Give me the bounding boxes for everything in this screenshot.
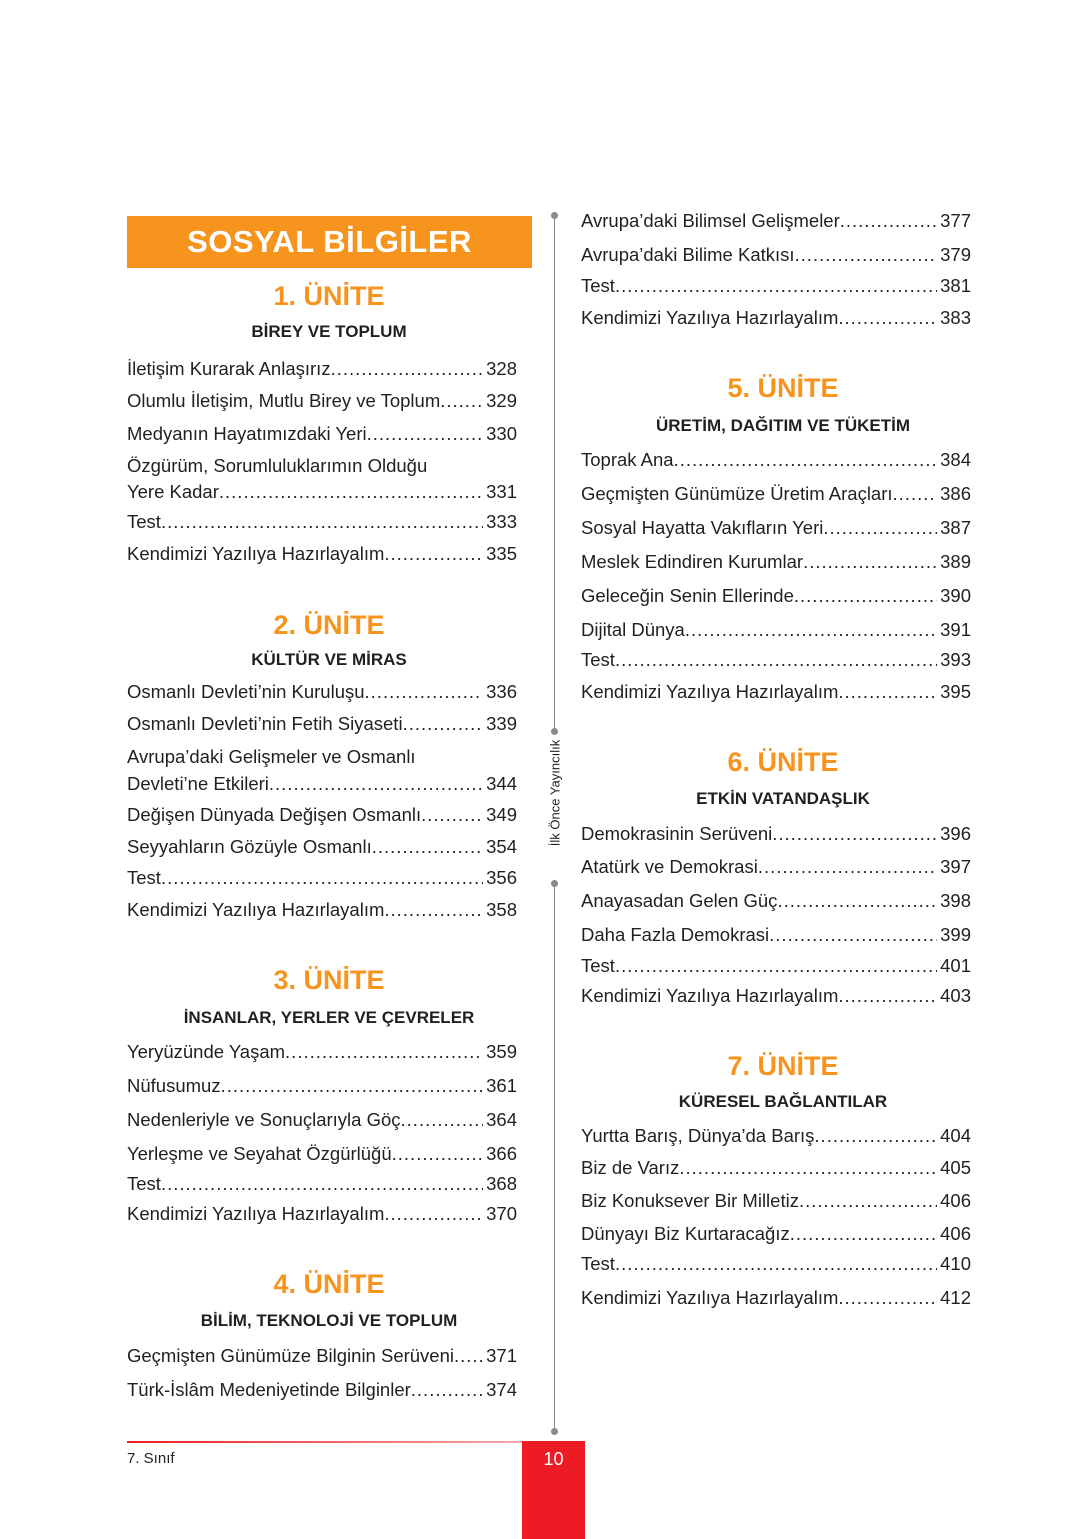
unit-subtitle: İNSANLAR, YERLER VE ÇEVRELER: [183, 1008, 475, 1027]
toc-entry: [581, 585, 971, 607]
dot-leader: [799, 1190, 937, 1212]
dot-leader: [367, 423, 484, 445]
toc-entry-title: Kendimizi Yazılıya Hazırlayalım: [581, 681, 839, 702]
toc-entry-title: Kendimizi Yazılıya Hazırlayalım: [127, 1203, 385, 1224]
dot-leader: [772, 823, 937, 845]
toc-entry: [127, 390, 517, 412]
toc-entry-page: 412: [940, 1287, 971, 1308]
divider-dot-bottom: [551, 1428, 558, 1435]
dot-leader: [161, 1173, 483, 1195]
grade-label: 7. Sınıf: [127, 1450, 175, 1467]
toc-entry-page: 399: [940, 924, 971, 945]
toc-entry-title: Seyyahların Gözüyle Osmanlı: [127, 836, 372, 857]
toc-entry: [581, 1287, 971, 1309]
toc-entry: [581, 483, 971, 505]
toc-entry: [127, 358, 517, 380]
toc-entry-title: Devleti’ne Etkileri: [127, 773, 269, 794]
toc-entry-title: Avrupa’daki Bilimsel Gelişmeler: [581, 210, 840, 231]
toc-entry-page: 354: [486, 836, 517, 857]
dot-leader: [269, 773, 483, 795]
toc-entry-page: 366: [486, 1143, 517, 1164]
toc-entry-title: Sosyal Hayatta Vakıfların Yeri: [581, 517, 824, 538]
toc-entry: [127, 1379, 517, 1401]
dot-leader: [679, 1157, 937, 1179]
toc-entry-page: 401: [940, 955, 971, 976]
toc-entry-page: 406: [940, 1223, 971, 1244]
dot-leader: [838, 681, 937, 703]
toc-entry-page: 374: [486, 1379, 517, 1400]
unit-heading: 4. ÜNİTE: [273, 1269, 385, 1299]
dot-leader: [814, 1125, 937, 1147]
toc-entry-title: Geçmişten Günümüze Bilginin Serüveni: [127, 1345, 454, 1366]
toc-entry: [581, 1253, 971, 1275]
toc-entry-page: 405: [940, 1157, 971, 1178]
dot-leader: [403, 713, 484, 735]
toc-entry-title: Yere Kadar: [127, 481, 219, 502]
dot-leader: [161, 867, 483, 889]
toc-entry-title: Test: [127, 867, 161, 888]
toc-entry-title: Kendimizi Yazılıya Hazırlayalım: [127, 899, 385, 920]
toc-entry-page: 390: [940, 585, 971, 606]
toc-entry-page: 331: [486, 481, 517, 502]
toc-entry: [127, 511, 517, 533]
toc-entry: [127, 713, 517, 735]
dot-leader: [365, 681, 484, 703]
dot-leader: [454, 1345, 483, 1367]
toc-entry-title: Daha Fazla Demokrasi: [581, 924, 770, 945]
toc-entry-page: 370: [486, 1203, 517, 1224]
toc-entry-page: 330: [486, 423, 517, 444]
toc-entry-page: 391: [940, 619, 971, 640]
unit-subtitle: ETKİN VATANDAŞLIK: [696, 789, 870, 808]
toc-entry-page: 336: [486, 681, 517, 702]
toc-entry-page: 396: [940, 823, 971, 844]
toc-entry-title: Geleceğin Senin Ellerinde: [581, 585, 794, 606]
toc-entry-title: Türk-İslâm Medeniyetinde Bilginler: [127, 1379, 411, 1400]
dot-leader: [803, 551, 937, 573]
toc-entry-title: Osmanlı Devleti’nin Kuruluşu: [127, 681, 365, 702]
toc-entry-page: 371: [486, 1345, 517, 1366]
dot-leader: [384, 543, 483, 565]
toc-entry: [581, 244, 971, 266]
toc-entry: [581, 210, 971, 232]
toc-entry: [127, 681, 517, 703]
toc-entry-page: 344: [486, 773, 517, 794]
subject-title-banner: SOSYAL BİLGİLER: [127, 216, 532, 268]
toc-entry: [581, 619, 971, 641]
toc-entry-title: Kendimizi Yazılıya Hazırlayalım: [581, 1287, 839, 1308]
toc-entry: [127, 1173, 517, 1195]
footer-line: [127, 1441, 522, 1443]
toc-entry-page: 395: [940, 681, 971, 702]
toc-entry-title: Medyanın Hayatımızdaki Yeri: [127, 423, 367, 444]
toc-entry-title: Değişen Dünyada Değişen Osmanlı: [127, 804, 422, 825]
toc-entry: [127, 1075, 517, 1097]
toc-entry-title: Avrupa’daki Bilime Katkısı: [581, 244, 795, 265]
dot-leader: [392, 1143, 483, 1165]
toc-entry-title: Geçmişten Günümüze Üretim Araçları: [581, 483, 893, 504]
toc-entry: [127, 1345, 517, 1367]
unit-subtitle: ÜRETİM, DAĞITIM VE TÜKETİM: [655, 416, 911, 435]
toc-entry-title: Atatürk ve Demokrasi: [581, 856, 758, 877]
dot-leader: [769, 924, 937, 946]
dot-leader: [331, 358, 484, 380]
toc-entry: [127, 423, 517, 445]
toc-entry: [581, 1157, 971, 1179]
dot-leader: [838, 307, 937, 329]
toc-entry: [127, 1041, 517, 1063]
column-divider: [554, 215, 555, 735]
toc-entry-title-line: Avrupa’daki Gelişmeler ve Osmanlı: [127, 746, 416, 767]
divider-dot-top: [551, 212, 558, 219]
toc-entry-title: Kendimizi Yazılıya Hazırlayalım: [581, 307, 839, 328]
toc-entry-page: 398: [940, 890, 971, 911]
dot-leader: [384, 1203, 483, 1225]
toc-entry-title: Toprak Ana: [581, 449, 674, 470]
dot-leader: [615, 955, 937, 977]
dot-leader: [411, 1379, 483, 1401]
toc-entry: [127, 773, 517, 795]
dot-leader: [838, 1287, 937, 1309]
toc-entry-page: 335: [486, 543, 517, 564]
toc-entry-title: Nedenleriyle ve Sonuçlarıyla Göç: [127, 1109, 401, 1130]
toc-entry-title: Test: [581, 955, 615, 976]
toc-entry-title: Yurtta Barış, Dünya’da Barış: [581, 1125, 815, 1146]
toc-entry-page: 389: [940, 551, 971, 572]
toc-entry-title: Yerleşme ve Seyahat Özgürlüğü: [127, 1143, 392, 1164]
toc-entry-title: Kendimizi Yazılıya Hazırlayalım: [127, 543, 385, 564]
toc-entry: [127, 543, 517, 565]
toc-entry-page: 329: [486, 390, 517, 411]
dot-leader: [794, 585, 937, 607]
toc-entry: [581, 924, 971, 946]
toc-entry: [127, 804, 517, 826]
dot-leader: [685, 619, 937, 641]
toc-entry-title: Test: [127, 1173, 161, 1194]
unit-heading: 1. ÜNİTE: [273, 281, 385, 311]
unit-heading: 6. ÜNİTE: [727, 747, 839, 777]
unit-subtitle: BİREY VE TOPLUM: [251, 322, 407, 341]
dot-leader: [674, 449, 938, 471]
dot-leader: [615, 275, 937, 297]
toc-entry-page: 404: [940, 1125, 971, 1146]
toc-entry-page: 359: [486, 1041, 517, 1062]
toc-entry: [581, 1125, 971, 1147]
toc-entry-page: 381: [940, 275, 971, 296]
toc-entry-title: Kendimizi Yazılıya Hazırlayalım: [581, 985, 839, 1006]
toc-entry-page: 356: [486, 867, 517, 888]
toc-entry-page: 339: [486, 713, 517, 734]
toc-entry: [581, 649, 971, 671]
dot-leader: [161, 511, 483, 533]
dot-leader: [401, 1109, 484, 1131]
toc-entry: [127, 867, 517, 889]
toc-entry-title-line: Özgürüm, Sorumluluklarımın Olduğu: [127, 455, 428, 476]
toc-entry-page: 410: [940, 1253, 971, 1274]
toc-entry-page: 387: [940, 517, 971, 538]
toc-entry: [581, 681, 971, 703]
toc-entry: [127, 1109, 517, 1131]
toc-entry: [581, 823, 971, 845]
toc-entry-page: 393: [940, 649, 971, 670]
toc-entry-page: 377: [940, 210, 971, 231]
toc-entry-page: 328: [486, 358, 517, 379]
toc-entry: [581, 1223, 971, 1245]
toc-entry-title: Nüfusumuz: [127, 1075, 221, 1096]
unit-subtitle: KÜLTÜR VE MİRAS: [251, 650, 407, 669]
toc-entry-title: Test: [581, 1253, 615, 1274]
toc-entry-page: 403: [940, 985, 971, 1006]
dot-leader: [440, 390, 483, 412]
toc-entry-page: 397: [940, 856, 971, 877]
dot-leader: [372, 836, 483, 858]
dot-leader: [790, 1223, 937, 1245]
divider-dot-mid-top: [551, 728, 558, 735]
toc-entry: [581, 856, 971, 878]
toc-entry-title: Olumlu İletişim, Mutlu Birey ve Toplum: [127, 390, 441, 411]
toc-entry: [127, 1203, 517, 1225]
toc-entry-page: 333: [486, 511, 517, 532]
toc-entry-page: 349: [486, 804, 517, 825]
toc-entry-page: 383: [940, 307, 971, 328]
toc-entry: [581, 307, 971, 329]
toc-entry-page: 384: [940, 449, 971, 470]
toc-entry-title: Test: [127, 511, 161, 532]
toc-entry-title: Meslek Edindiren Kurumlar: [581, 551, 804, 572]
toc-entry: [581, 985, 971, 1007]
dot-leader: [615, 1253, 937, 1275]
toc-entry-title: Demokrasinin Serüveni: [581, 823, 773, 844]
unit-heading: 5. ÜNİTE: [727, 373, 839, 403]
unit-heading: 3. ÜNİTE: [273, 965, 385, 995]
dot-leader: [421, 804, 483, 826]
toc-entry-page: 386: [940, 483, 971, 504]
toc-entry-title: Test: [581, 275, 615, 296]
toc-entry: [581, 890, 971, 912]
dot-leader: [777, 890, 937, 912]
toc-entry-page: 406: [940, 1190, 971, 1211]
toc-entry-title: Osmanlı Devleti’nin Fetih Siyaseti: [127, 713, 403, 734]
toc-entry: [127, 836, 517, 858]
toc-entry: [581, 1190, 971, 1212]
page-number: 10: [543, 1449, 564, 1469]
dot-leader: [615, 649, 937, 671]
toc-entry-title: Biz de Varız: [581, 1157, 680, 1178]
toc-entry-title: Dijital Dünya: [581, 619, 685, 640]
unit-heading: 7. ÜNİTE: [727, 1051, 839, 1081]
dot-leader: [840, 210, 937, 232]
toc-entry: [581, 517, 971, 539]
dot-leader: [823, 517, 937, 539]
unit-heading: 2. ÜNİTE: [273, 610, 385, 640]
column-divider-lower: [554, 884, 555, 1430]
toc-entry: [581, 955, 971, 977]
publisher-name: İlk Önce Yayıncılık: [547, 739, 563, 847]
toc-entry: [581, 449, 971, 471]
dot-leader: [838, 985, 937, 1007]
unit-subtitle: KÜRESEL BAĞLANTILAR: [678, 1092, 888, 1111]
toc-entry-page: 358: [486, 899, 517, 920]
toc-entry-page: 361: [486, 1075, 517, 1096]
toc-entry-page: 368: [486, 1173, 517, 1194]
toc-entry-page: 379: [940, 244, 971, 265]
dot-leader: [384, 899, 483, 921]
toc-entry: [127, 899, 517, 921]
toc-entry: [581, 275, 971, 297]
unit-subtitle: BİLİM, TEKNOLOJİ VE TOPLUM: [200, 1311, 458, 1330]
dot-leader: [795, 244, 938, 266]
dot-leader: [219, 481, 483, 503]
toc-entry-title: Biz Konuksever Bir Milletiz: [581, 1190, 799, 1211]
toc-entry-title: İletişim Kurarak Anlaşırız: [127, 358, 331, 379]
dot-leader: [758, 856, 937, 878]
toc-entry-title: Anayasadan Gelen Güç: [581, 890, 778, 911]
toc-entry: [581, 551, 971, 573]
dot-leader: [221, 1075, 484, 1097]
toc-entry: [127, 1143, 517, 1165]
toc-entry: [127, 481, 517, 503]
toc-entry-page: 364: [486, 1109, 517, 1130]
dot-leader: [285, 1041, 483, 1063]
toc-entry-title: Yeryüzünde Yaşam: [127, 1041, 286, 1062]
toc-entry-title: Dünyayı Biz Kurtaracağız: [581, 1223, 790, 1244]
toc-entry-title: Test: [581, 649, 615, 670]
dot-leader: [893, 483, 938, 505]
